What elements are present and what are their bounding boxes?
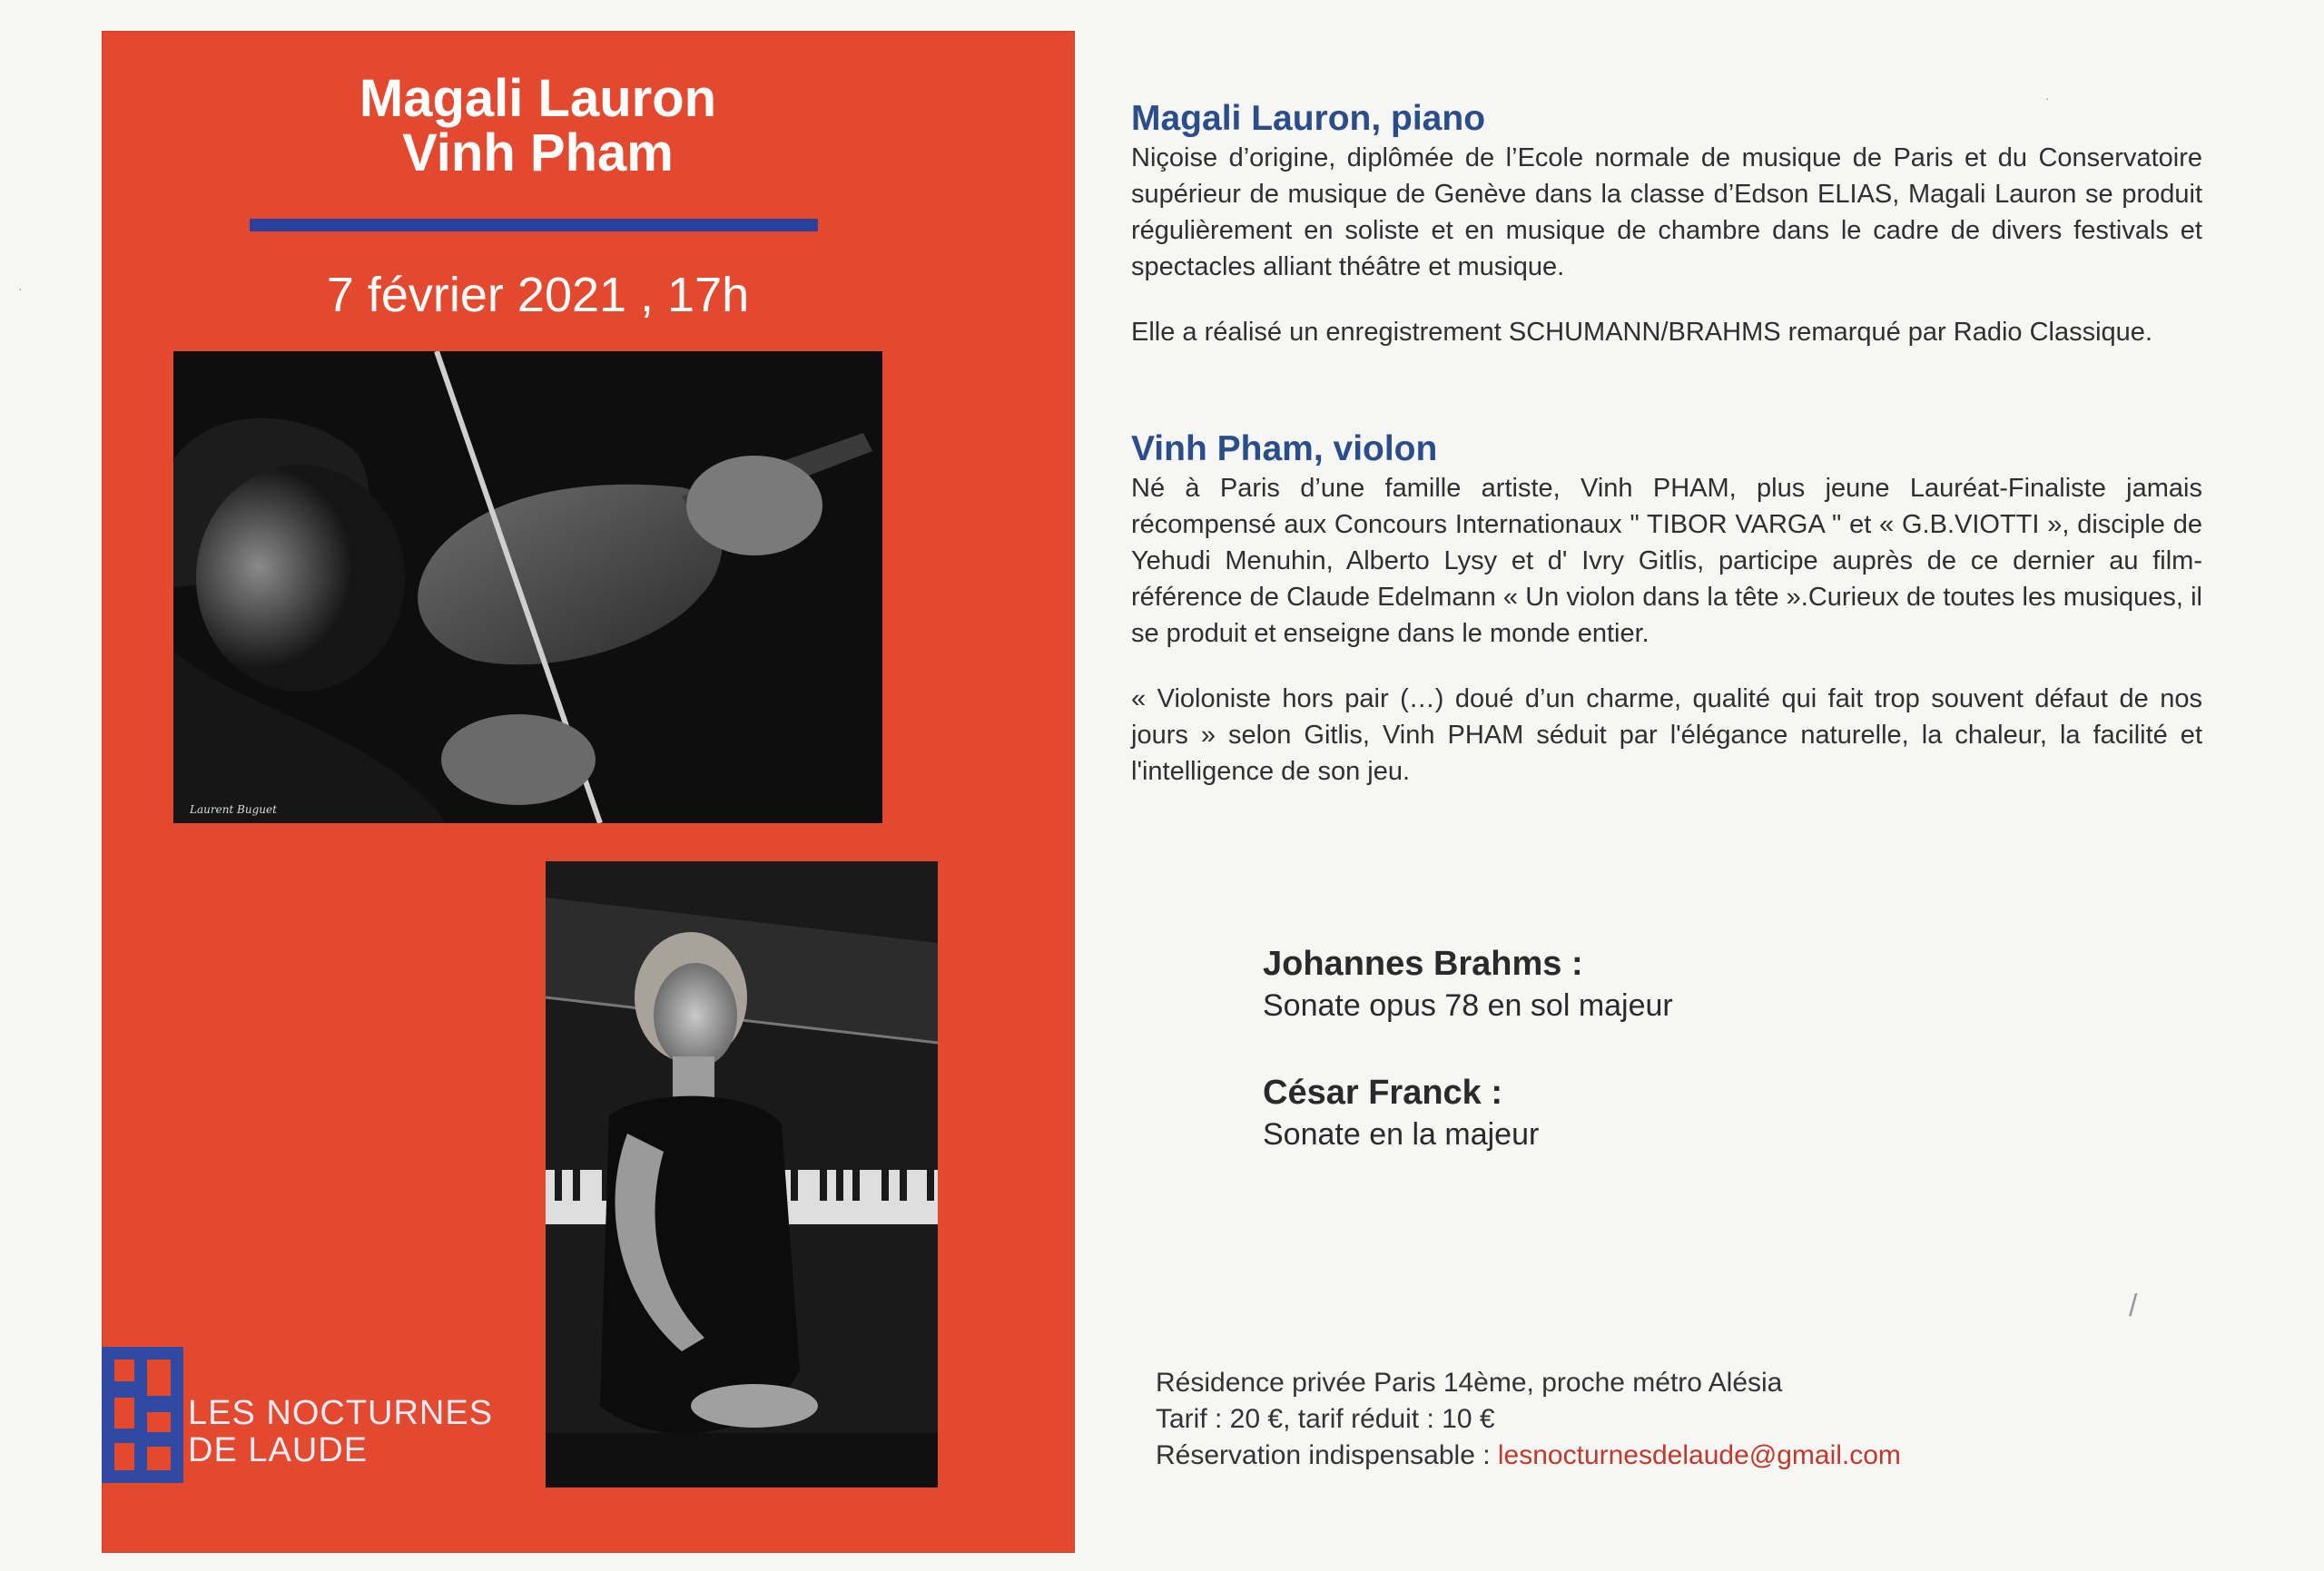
bio-vinh-pham	[1131, 428, 2202, 790]
bio-heading-vinh: Vinh Pham, violon	[1131, 429, 1438, 468]
program-work-1: Sonate opus 78 en sol majeur	[1263, 988, 1673, 1023]
concert-date: 7 février 2021 , 17h	[326, 268, 750, 322]
reservation-email-link[interactable]: lesnocturnesdelaude@gmail.com	[1497, 1440, 1901, 1470]
bio-text-magali-1: Niçoise d’origine, diplômée de l’Ecole normale de musique de Paris et du Conservatoire supérieur de musique de Genève dans la classe d’Edson ELIAS, Magali Lauron se produit régulièrement en soliste et en musique de chambre dans le cadre de divers festivals et spectacles alliant théâtre et musique.	[1131, 143, 2202, 281]
title-rule	[250, 219, 818, 231]
bio-heading-magali: Magali Lauron, piano	[1131, 99, 1486, 138]
bio-text-vinh-2: « Violoniste hors pair (…) doué d’un charme, qualité qui fait trop souvent défaut de nos jours » selon Gitlis, Vinh PHAM séduit par l'élégance naturelle, la chaleur, la facilité et l'intelligence de son jeu.	[1131, 684, 2202, 786]
reservation-label: Réservation indispensable :	[1156, 1440, 1498, 1470]
organizer-name-line1: LES NOCTURNES	[188, 1394, 494, 1432]
scan-speck: ·	[18, 281, 23, 296]
bio-magali-lauron	[1131, 98, 2202, 350]
photo-credit: Laurent Buguet	[190, 803, 277, 816]
performer-name-1: Magali Lauron	[359, 69, 717, 128]
price-text: Tarif : 20 €, tarif réduit : 10 €	[1156, 1404, 1495, 1434]
bio-text-magali-2: Elle a réalisé un enregistrement SCHUMANN/BRAHMS remarqué par Radio Classique.	[1131, 318, 2152, 347]
violinist-photo	[173, 351, 882, 823]
practical-info	[1156, 1365, 1901, 1474]
poster-title	[102, 69, 974, 182]
organizer-name-line2: DE LAUDE	[188, 1431, 369, 1469]
performer-name-2: Vinh Pham	[402, 123, 674, 182]
program-composer-2: César Franck :	[1263, 1074, 1503, 1112]
program-work-2: Sonate en la majeur	[1263, 1117, 1540, 1152]
bio-text-vinh-1: Né à Paris d’une famille artiste, Vinh PHAM, plus jeune Lauréat-Finaliste jamais récompensé aux Concours Internationaux " TIBOR VARGA " et « G.B.VIOTTI », disciple de Yehudi Menuhin, Alberto Lysy et d' Ivry Gitlis, participe auprès de ce dernier au film-référence de Claude Edelmann « Un violon dans la tête ».Curieux de toutes les musiques, il se produit et enseigne dans le monde entier.	[1131, 474, 2202, 648]
venue-text: Résidence privée Paris 14ème, proche métro Alésia	[1156, 1368, 1783, 1398]
reservation-line	[1156, 1438, 1901, 1474]
concert-poster	[102, 31, 1075, 1553]
organizer-name	[188, 1395, 493, 1469]
pianist-photo	[546, 861, 938, 1488]
scan-speck: /	[2129, 1289, 2138, 1323]
scan-speck: ·	[2045, 91, 2050, 105]
concert-program	[1263, 942, 1673, 1154]
program-composer-1: Johannes Brahms :	[1263, 945, 1583, 983]
